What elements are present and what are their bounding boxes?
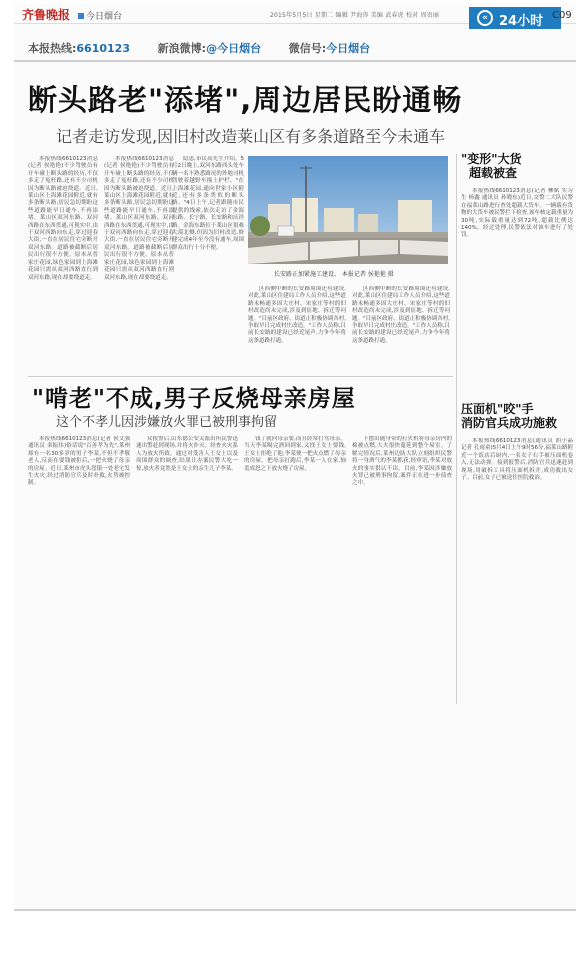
section-badge-text: 24小时 bbox=[499, 14, 544, 29]
edition-marker-icon bbox=[78, 13, 84, 19]
edition-label bbox=[78, 9, 122, 22]
wechat-label: 微信号: bbox=[288, 42, 327, 55]
page-number: C09 bbox=[552, 10, 572, 21]
story1-headline: 断头路老"添堵",周边居民盼通畅 bbox=[28, 83, 463, 117]
story2-col1-text: 本报热线6610123消息(记者 侯文强 通讯员 栾振伟)俗话说"百善孝为先",莱州却有一名30多岁的男子李某,不但不孝敬老人,反而在要钱被拒后,一把火烧了母亲的房屋。近日,莱州市虎头崖镇一处老宅发生火灾,经过消防官兵及时扑救,火势被控制。 bbox=[28, 436, 130, 487]
weibo-label: 新浪微博: bbox=[157, 42, 207, 55]
masthead-bar bbox=[14, 4, 576, 29]
wechat-value: 今日烟台 bbox=[326, 42, 371, 55]
brief-a-title-line1: "变形"大货 bbox=[461, 152, 522, 166]
page-bottom-rule bbox=[14, 909, 576, 911]
brief-b-title-line1: 压面机"咬"手 bbox=[461, 402, 534, 416]
sidebar-briefs bbox=[461, 152, 573, 548]
story2-subhead: 这个不孝儿因涉嫌放火罪已被刑事拘留 bbox=[56, 415, 278, 430]
story2-col2-text: 众报警后,山东德公安关派出所民警迅速出警赶到现场,并将火扑灭。经查火灾系人为放火所致。通过对受害人王女士以及周围群众的调查,结果让办案民警大吃一惊,放火者竟然是王女士的亲生儿子李某。 bbox=[136, 436, 238, 472]
newspaper-brand-logo: 齐鲁晚报 bbox=[22, 8, 71, 22]
story2-col4-text: 下摆出随身带的打火机将母亲房内的棉被点燃,大火很快蔓延到整个屋室。了解完情况后,莱州边防大队立刻组织民警将一身酒气的李某抓获,经审讯,李某对放火的事实供认不讳。目前,李某因涉嫌放火罪已被刑事拘留,案件正在进一步侦查之中。 bbox=[352, 436, 452, 487]
contact-strip bbox=[28, 40, 468, 56]
newspaper-page bbox=[14, 4, 576, 910]
header-rule bbox=[14, 60, 576, 62]
brief-b-title bbox=[461, 402, 573, 430]
story1-col4-text: 区西侧中断的长安路周围还有建设,对此,莱山区住建局工作人员介绍,这些道路未畅通多因大庄村、宋家庄等村的旧村改造尚未完成,涉及到征地、拆迁等问题。"目前区政府、街道正积极协调各村,争取早日完成村庄改造。"工作人员称,目前长安路的建设已经近尾声,力争今年将这条道路打通。 bbox=[352, 286, 450, 344]
story1-column-2 bbox=[172, 156, 244, 371]
story1-column-2-a bbox=[104, 156, 174, 371]
issue-meta: 2015年5月5日 星期二 编辑 尹海涛 美编 武春虎 校对 周贵丽 bbox=[270, 12, 440, 19]
story1-col2-text: 隐患,市民高先生介绍。5月2日晚上,双河东路西头处车辆一名不熟悉路况的外地司机驾驶着越野车撞上护栏。"在上海滩花园,通向世家小区附近,还有多条类似的断头路。"4日上午,记者跟随市民提供的线索,依次走访了金海东路、长宁路、长安路和庆祥路。金海东路位于莱山区很难大漠北侧,但因为旧村改造,修建完成4年至今没有通车,周围群众出行十分不便。 bbox=[172, 156, 244, 251]
brief-b-body bbox=[461, 438, 573, 548]
edition-label-text: 今日烟台 bbox=[86, 12, 123, 22]
story1-col3-text: 区西侧中断的长安路周围还有建设,对此,莱山区住建局工作人员介绍,这些道路未畅通多因大庄村、宋家庄等村的旧村改造尚未完成,涉及到征地、拆迁等问题。"目前区政府、街道正积极协调各村,争取早日完成村庄改造。"工作人员称,目前长安路的建设已经近尾声,力争今年将这条道路打通。 bbox=[248, 286, 346, 344]
section-badge bbox=[469, 7, 561, 29]
story2-headline: "啃老"不成,男子反烧母亲房屋 bbox=[32, 386, 356, 412]
story1-column-4 bbox=[352, 286, 450, 366]
story2-column-4 bbox=[352, 436, 452, 516]
brief-a-title-line2: 超载被查 bbox=[469, 166, 518, 180]
hotline-value: 6610123 bbox=[76, 42, 130, 55]
story2-column-2 bbox=[136, 436, 238, 516]
story2-column-3 bbox=[244, 436, 346, 516]
story2-column-1 bbox=[28, 436, 130, 516]
story-divider bbox=[28, 376, 453, 377]
brief-a-title bbox=[461, 152, 573, 180]
sidebar-divider bbox=[456, 154, 457, 704]
brief-b-title-line2: 消防官兵成功施救 bbox=[461, 416, 558, 430]
story1-photo bbox=[248, 156, 448, 264]
story1-col1-text: 本报热线6610123消息(记者 侯艳艳)不少驾驶员有开车碰上断头路的经历,不仅多走了冤枉路,还有不少司机因为断头路被迫绕道。近日,莱山区上海滩花园附近,就有多条断头路,居民急切期盼这些道路能早日通车,不再添堵。莱山区双河东路、双河西路在东西贯通,可现实中,由于双河西路向东走,穿过迎春大街,一直在居民住宅旁断开双河东路。道路被截断后居民出行很不方便。原本从普家庄花园,绿色家园到上海滩花园只需从双河西路直行到双河东路,现在却要绕道走。 bbox=[28, 156, 98, 281]
story1-column-1 bbox=[28, 156, 98, 371]
brief-a-text: 本报热线6610123消息(记者 柳斌 实习生 杨鑫 通讯员 孙晓东)近日,交警二大队民警在福莱山路进行查处超载大货车。一辆载有货物的大货车被民警拦下检查,该车核定载重量为30吨,实际载重量达到72吨,超载比例达140%。经过处理,民警依法对该车进行了处罚。 bbox=[461, 188, 573, 239]
road-construction-photo bbox=[248, 156, 448, 264]
weibo-value: @今日烟台 bbox=[206, 42, 262, 55]
story1-col1-continued: 本报热线6610123消息(记者 侯艳艳)不少驾驶员有开车碰上断头路的经历,不仅多走了冤枉路,还有不少司机因为断头路被迫绕道。近日,莱山区上海滩花园附近,就有多条断头路,居民急切期盼这些道路能早日通车,不再添堵。莱山区双河东路、双河西路在东西贯通,可现实中,由于双河西路向东走,穿过迎春大街,一直在居民住宅旁断开双河东路。道路被截断后居民出行很不方便。原本从普家庄花园,绿色家园到上海滩花园只需从双河西路直行到双河东路,现在却要绕道走。 bbox=[104, 156, 174, 281]
hotline-label: 本报热线: bbox=[28, 42, 77, 55]
story1-column-3 bbox=[248, 286, 346, 366]
clock-icon: « bbox=[477, 10, 493, 26]
story1-subhead: 记者走访发现,因旧村改造莱山区有多条道路至今未通车 bbox=[56, 127, 446, 146]
brief-b-text: 本报热线6610123消息(通讯员 胡小晶 记者 孔雨童)5月4日上午9时56分,福莱山路附近一个饭店后厨内,一名女子右手被压面机卷入,无法动弹。接到报警后,消防官兵迅速赶到现场,用破拆工具将压面机拆开,成功救出女子。目前,女子已被送往医院救治。 bbox=[461, 438, 573, 482]
story2-col3-text: 钱了就向母亲要,而且经常打骂母亲。当天李某喝完酒回到家,又找王女士要钱,王女士拒绝了他,李某便一把火点燃了母亲的房屋。把母亲打跑后,李某一人在家,恼羞成怒之下放火烧了房屋。 bbox=[244, 436, 346, 472]
story1-photo-caption: 长安路正加紧施工建设。 本报记者 侯艳艳 摄 bbox=[274, 271, 394, 278]
brief-a-body bbox=[461, 188, 573, 382]
